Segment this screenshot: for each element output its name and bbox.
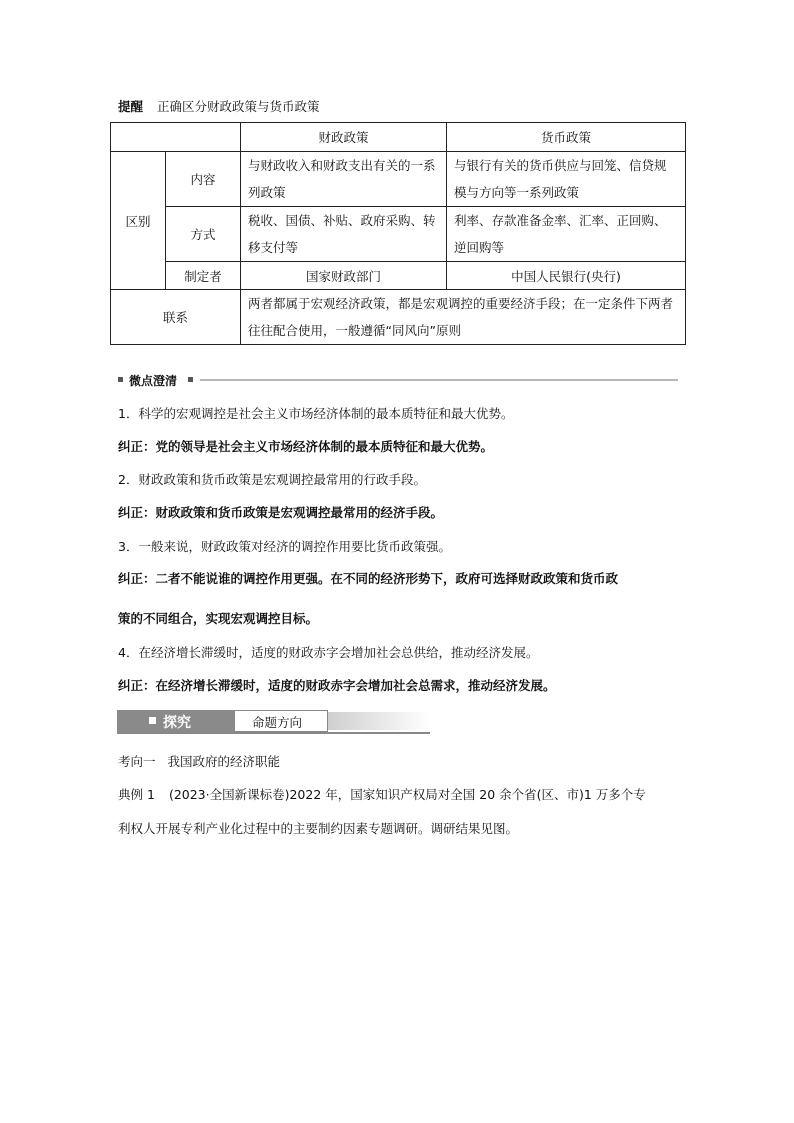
direction-label: 考向一 bbox=[118, 754, 156, 769]
clarify-heading bbox=[118, 372, 678, 388]
clarify-statement-2: 2．财政政策和货币政策是宏观调控最常用的行政手段。 bbox=[118, 472, 426, 487]
example-line-2: 利权人开展专利产业化过程中的主要制约因素专题调研。调研结果见图。 bbox=[118, 821, 519, 836]
divider bbox=[200, 379, 678, 381]
table-header-row bbox=[111, 123, 686, 152]
square-bullet-icon bbox=[149, 717, 156, 724]
clarify-statement-3: 3．一般来说，财政政策对经济的调控作用要比货币政策强。 bbox=[118, 539, 451, 554]
clarify-correction-4: 纠正：在经济增长滞缓时，适度的财政赤字会增加社会总需求，推动经济发展。 bbox=[118, 678, 556, 693]
fiscal-cell: 国家财政部门 bbox=[241, 262, 447, 290]
example-label: 典例 1 bbox=[118, 787, 155, 802]
col-header-monetary: 货币政策 bbox=[447, 123, 686, 152]
clarify-correction-3: 纠正：二者不能说谁的调控作用更强。在不同的经济形势下，政府可选择财政政策和货币政 bbox=[118, 571, 619, 586]
example-text-1: 2022 年，国家知识产权局对全国 20 余个省(区、市)1 万多个专 bbox=[289, 787, 646, 802]
direction-title: 我国政府的经济职能 bbox=[167, 754, 281, 769]
clarify-statement-1: 1．科学的宏观调控是社会主义市场经济体制的最本质特征和最大优势。 bbox=[118, 406, 514, 421]
monetary-cell: 利率、存款准备金率、汇率、正回购、逆回购等 bbox=[447, 207, 686, 262]
fiscal-cell: 与财政收入和财政支出有关的一系列政策 bbox=[241, 152, 447, 207]
table-row-content bbox=[111, 152, 686, 207]
reminder-label: 提醒 bbox=[118, 99, 144, 114]
direction-heading bbox=[118, 752, 280, 770]
reminder-text: 正确区分财政政策与货币政策 bbox=[157, 99, 320, 114]
row-label: 方式 bbox=[166, 207, 241, 262]
clarify-statement-4: 4．在经济增长滞缓时，适度的财政赤字会增加社会总供给，推动经济发展。 bbox=[118, 645, 539, 660]
explore-section-band bbox=[117, 710, 430, 734]
policy-comparison-table bbox=[110, 122, 686, 345]
fiscal-cell: 税收、国债、补贴、政府采购、转移支付等 bbox=[241, 207, 447, 262]
relation-text: 两者都属于宏观经济政策，都是宏观调控的重要经济手段；在一定条件下两者往往配合使用，一般遵循“同风向”原则 bbox=[241, 290, 686, 345]
table-row-method bbox=[111, 207, 686, 262]
table-corner-cell bbox=[111, 123, 241, 152]
clarify-correction-1: 纠正：党的领导是社会主义市场经济体制的最本质特征和最大优势。 bbox=[118, 439, 494, 454]
explore-tab-label: 探究 bbox=[163, 715, 191, 731]
clarify-heading-text: 微点澄清 bbox=[129, 374, 178, 388]
example-source: (2023·全国新课标卷) bbox=[168, 787, 290, 802]
band-underline bbox=[117, 732, 430, 734]
clarify-correction-2: 纠正：财政政策和货币政策是宏观调控最常用的经济手段。 bbox=[118, 505, 444, 520]
clarify-correction-3-cont: 策的不同组合，实现宏观调控目标。 bbox=[118, 611, 319, 626]
square-bullet-icon bbox=[118, 377, 123, 382]
square-bullet-icon bbox=[188, 377, 193, 382]
table-row-relation bbox=[111, 290, 686, 345]
group-label-difference: 区别 bbox=[111, 152, 166, 290]
row-label: 内容 bbox=[166, 152, 241, 207]
explore-tab bbox=[117, 710, 234, 732]
monetary-cell: 中国人民银行(央行) bbox=[447, 262, 686, 290]
row-label: 制定者 bbox=[166, 262, 241, 290]
table-row-maker bbox=[111, 262, 686, 290]
monetary-cell: 与银行有关的货币供应与回笼、信贷规模与方向等一系列政策 bbox=[447, 152, 686, 207]
relation-label: 联系 bbox=[111, 290, 241, 345]
example-line-1 bbox=[118, 785, 646, 803]
col-header-fiscal: 财政政策 bbox=[241, 123, 447, 152]
direction-tab bbox=[234, 710, 328, 732]
direction-tab-label: 命题方向 bbox=[252, 715, 303, 730]
band-fade bbox=[328, 712, 430, 730]
reminder-title bbox=[118, 97, 320, 115]
